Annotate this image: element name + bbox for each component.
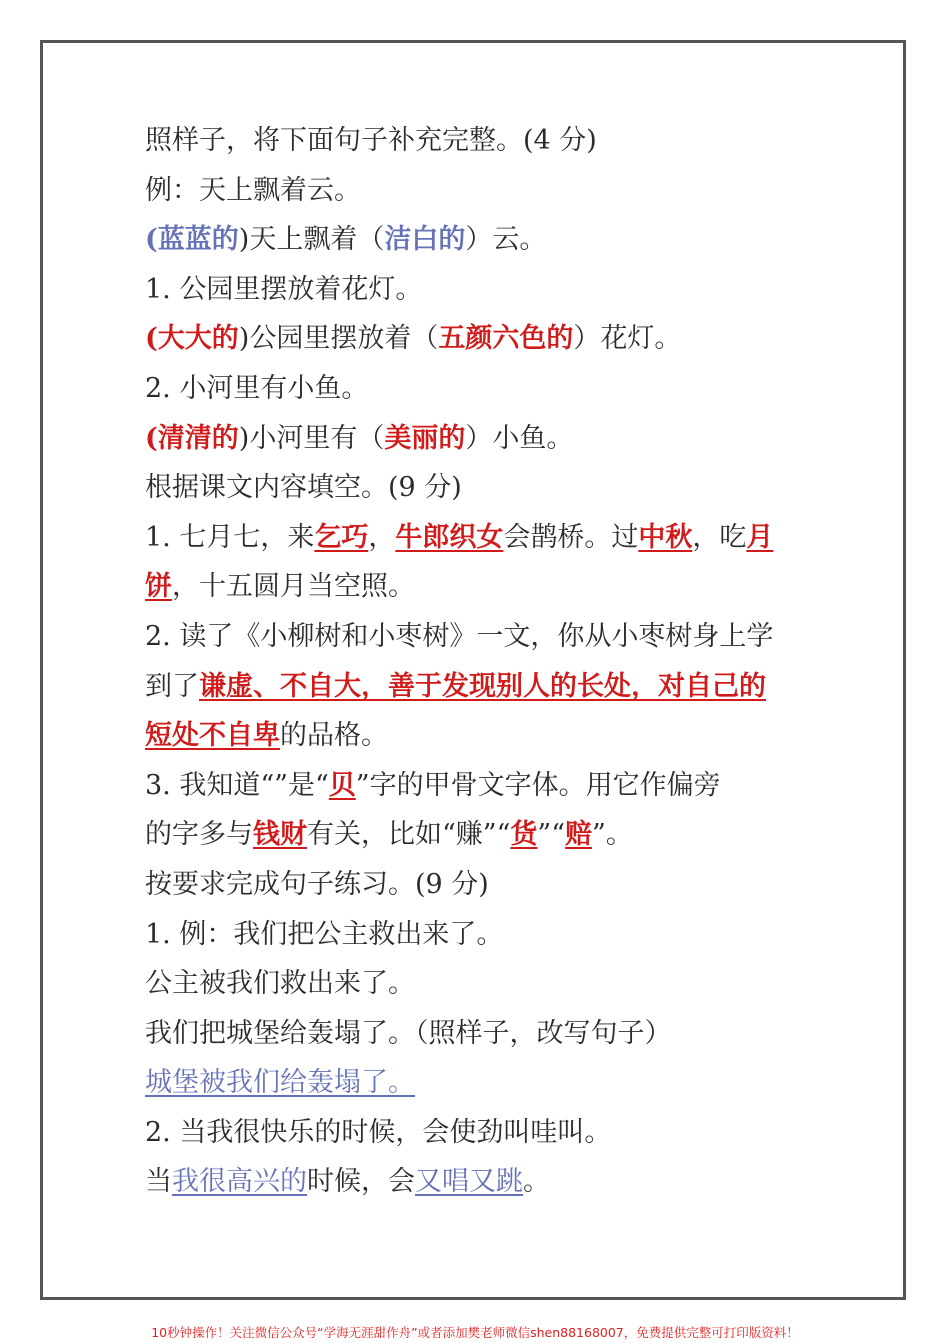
example-answer: 公主被我们救出来了。 (145, 968, 415, 1000)
fill-line: 1. 七月七，来乞巧，牛郎织女会鹊桥。过中秋，吃月 (145, 521, 774, 553)
answer-blank: 美丽的 (384, 422, 466, 454)
fill-line: 2. 读了《小柳树和小枣树》一文，你从小枣树身上学 (145, 620, 774, 652)
answer-line (145, 1058, 825, 1108)
answer-blank: 大大的 (157, 323, 239, 355)
answer-line: (大大的)公园里摆放着（五颜六色的）花灯。 (145, 323, 682, 355)
question-sentence: 1. 公园里摆放着花灯。 (145, 273, 423, 305)
answer-blank: 货 (510, 819, 538, 851)
answer-blank: 钱财 (253, 819, 307, 851)
answer-blank: 短处不自卑 (145, 720, 280, 752)
question-heading-3: 按要求完成句子练习。(9 分) (145, 868, 489, 900)
answer-blank: 我很高兴的 (172, 1166, 307, 1198)
answer-blank: 谦虚、不自大，善于发现别人的长处，对自己的 (199, 670, 766, 702)
question-sentence: 2. 小河里有小鱼。 (145, 372, 369, 404)
example-answer: (蓝蓝的)天上飘着（洁白的）云。 (145, 224, 547, 256)
answer-blank: 中秋 (638, 521, 693, 553)
answer-blank: 赔 (565, 819, 593, 851)
answer-blank: 又唱又跳 (415, 1166, 523, 1198)
question-sentence: 2. 当我很快乐的时候，会使劲叫哇叫。 (145, 1116, 612, 1148)
promo-footer: 10秒钟操作！关注微信公众号“学海无涯甜作舟”或者添加樊老师微信shen88168007，免费提供完整可打印版资料！ (151, 1325, 799, 1340)
answer-blank: 牛郎织女 (395, 521, 504, 553)
example-sentence: 例：天上飘着云。 (145, 174, 361, 206)
example-sentence: 1. 例：我们把公主救出来了。 (145, 918, 504, 950)
answer-blank: 饼 (145, 571, 172, 603)
answer-blank: 月 (746, 521, 774, 553)
answer-line: (清清的)小河里有（美丽的）小鱼。 (145, 422, 574, 454)
question-heading-2: 根据课文内容填空。(9 分) (145, 472, 462, 504)
fill-line: 的字多与钱财有关，比如“赚”“货”“赔”。 (145, 819, 633, 851)
question-heading-1: 照样子，将下面句子补充完整。(4 分) (145, 125, 597, 156)
fill-line: 到了谦虚、不自大，善于发现别人的长处，对自己的 (145, 670, 766, 702)
fill-line: 3. 我知道“”是“贝”字的甲骨文字体。用它作偏旁 (145, 769, 721, 801)
answer-blank: 洁白的 (384, 224, 466, 256)
worksheet-content (145, 116, 825, 1207)
answer-line: 当我很高兴的时候，会又唱又跳。 (145, 1166, 550, 1198)
question-sentence: 我们把城堡给轰塌了。（照样子，改写句子） (145, 1017, 672, 1049)
answer-blank: 贝 (328, 769, 356, 801)
answer-blank: 蓝蓝的 (157, 224, 239, 256)
answer-blank: 五颜六色的 (438, 323, 574, 355)
answer-blank: 乞巧 (314, 521, 369, 553)
answer-blank: 清清的 (157, 422, 239, 454)
fill-line: 短处不自卑的品格。 (145, 720, 388, 752)
answer-blank: 城堡被我们给轰塌了。 (145, 1067, 415, 1099)
fill-line: 饼，十五圆月当空照。 (145, 571, 415, 603)
